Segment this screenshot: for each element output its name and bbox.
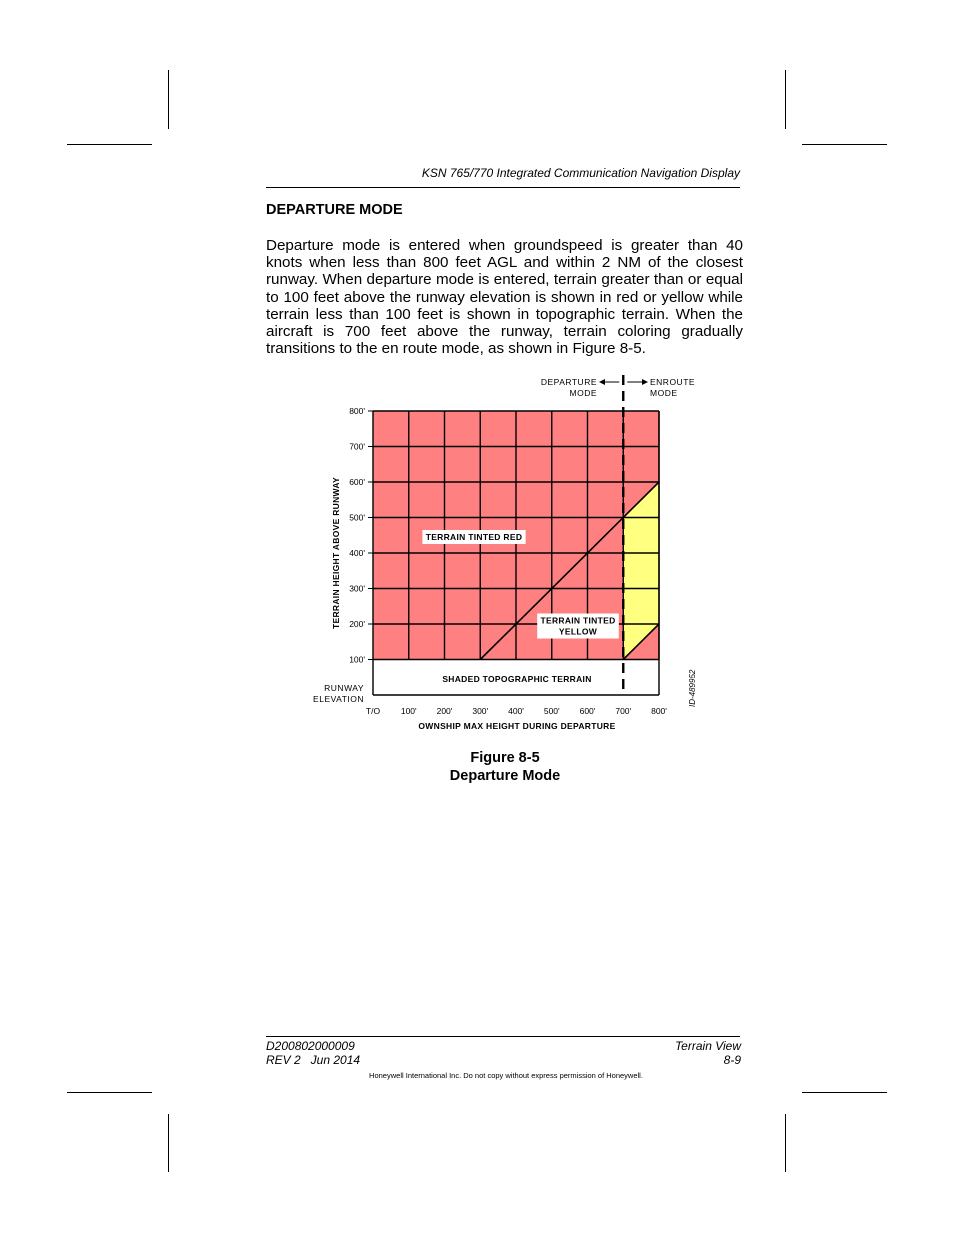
left-arrow-icon: [599, 379, 605, 385]
x-tick-label: 100': [400, 706, 417, 716]
copyright-notice: Honeywell International Inc. Do not copy without express permission of Honeywell.: [369, 1071, 643, 1080]
departure-mode-chart: [300, 370, 720, 740]
y-tick-label: 800': [349, 406, 365, 416]
departure-mode-label: MODE: [569, 388, 597, 398]
x-tick-label: 400': [508, 706, 524, 716]
crop-mark: [802, 144, 887, 145]
crop-mark: [168, 70, 169, 129]
footer-right: [600, 1040, 741, 1067]
terrain-tinted-yellow-label: TERRAIN TINTED: [540, 615, 616, 626]
x-tick-label: T/O: [365, 706, 381, 716]
footer-left: [266, 1040, 360, 1067]
runway-elevation-label: ELEVATION: [313, 694, 364, 704]
header-rule: [266, 187, 740, 188]
doc-number: D200802000009: [266, 1039, 355, 1053]
crop-mark: [802, 1092, 887, 1093]
section-name: Terrain View: [674, 1039, 741, 1053]
terrain-tinted-red-label: TERRAIN TINTED RED: [425, 532, 523, 542]
x-tick-label: 200': [436, 706, 453, 716]
x-tick-label: 500': [543, 706, 560, 716]
runway-elevation-label: RUNWAY: [324, 683, 364, 693]
right-arrow-icon: [642, 379, 648, 385]
y-tick-label: 300': [349, 583, 365, 594]
y-tick-label: 700': [349, 441, 365, 452]
crop-mark: [785, 70, 786, 129]
crop-mark: [785, 1114, 786, 1172]
x-axis-title: OWNSHIP MAX HEIGHT DURING DEPARTURE: [418, 721, 616, 731]
terrain-tinted-yellow-label: YELLOW: [558, 626, 598, 637]
x-tick-label: 300': [472, 706, 489, 716]
departure-mode-label: DEPARTURE: [540, 377, 597, 387]
y-tick-label: 600': [349, 477, 365, 487]
y-tick-label: 400': [349, 548, 365, 558]
section-heading: DEPARTURE MODE: [266, 202, 403, 218]
x-tick-label: 800': [651, 706, 667, 716]
y-tick-label: 200': [349, 619, 365, 629]
figure-id: ID-489952: [688, 669, 697, 707]
enroute-mode-label: MODE: [650, 388, 678, 398]
enroute-mode-label: ENROUTE: [650, 377, 696, 387]
figure-title: Departure Mode: [449, 768, 561, 784]
y-axis-title: TERRAIN HEIGHT ABOVE RUNWAY: [331, 477, 341, 629]
footer-rule: [266, 1036, 740, 1037]
running-header: KSN 765/770 Integrated Communication Navigation Display: [421, 166, 740, 180]
revision: REV 2 Jun 2014: [266, 1052, 361, 1067]
figure-caption: [380, 749, 630, 785]
body-paragraph: Departure mode is entered when groundspeed is greater than 40 knots when less than 800 feet AGL and within 2 NM of the closest runway. When departure mode is entered, terrain greater than or equal to 100 feet above the runway elevation is shown in red or yellow while terrain less than 100 feet is shown in topographic terrain. When the aircraft is 700 feet above the runway, terrain coloring gradually transitions to the en route mode, as shown in Figure 8-5.: [266, 237, 743, 358]
crop-mark: [67, 144, 152, 145]
x-tick-label: 600': [579, 706, 596, 716]
page-number: 8-9: [723, 1052, 741, 1067]
y-tick-label: 500': [349, 512, 365, 523]
figure-number: Figure 8-5: [470, 750, 540, 766]
y-tick-label: 100': [349, 654, 365, 665]
shaded-topographic-terrain-label: SHADED TOPOGRAPHIC TERRAIN: [442, 674, 592, 684]
crop-mark: [67, 1092, 152, 1093]
crop-mark: [168, 1114, 169, 1172]
x-tick-label: 700': [615, 706, 632, 716]
